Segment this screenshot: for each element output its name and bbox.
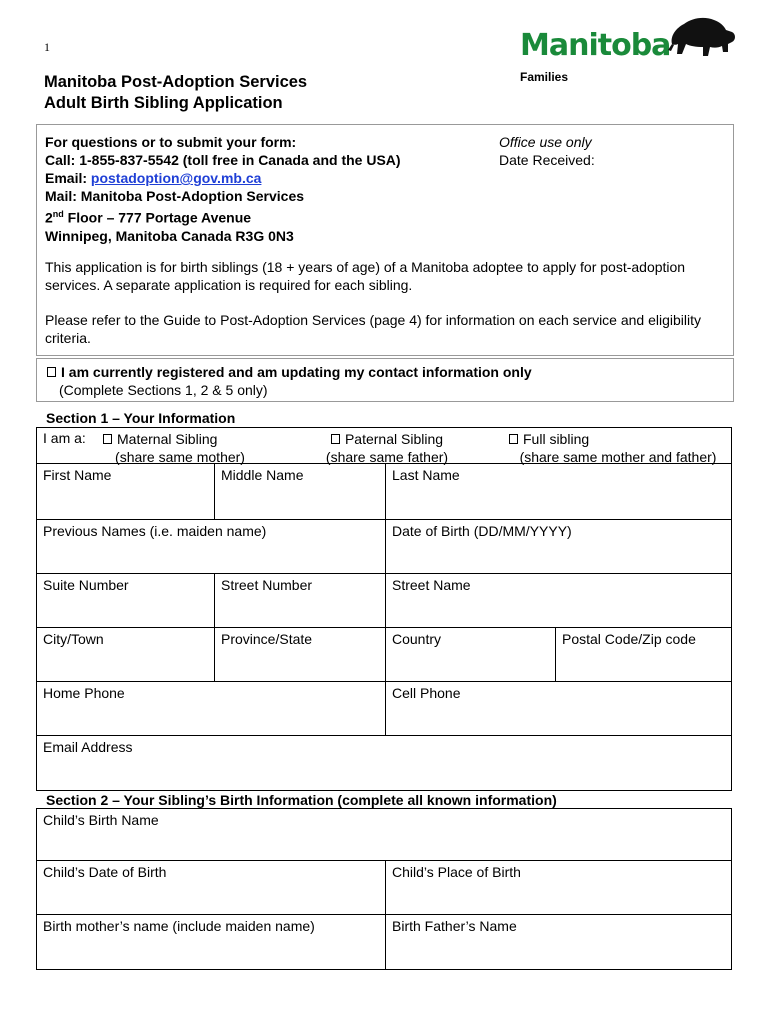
cell-phone-field[interactable] [386,682,731,736]
office-use-label: Office use only [499,134,592,150]
street-name-label: Street Name [392,577,471,593]
full-note: (share same mother and father) [519,449,717,465]
suite-number-field[interactable] [37,574,215,628]
contact-info-box [36,124,734,356]
paternal-option [307,430,467,466]
logo-wordmark: Manitoba [520,28,671,63]
section-1-heading: Section 1 – Your Information [46,410,236,426]
street-name-field[interactable] [386,574,731,628]
guide-paragraph: Please refer to the Guide to Post-Adoption Services (page 4) for information on each service and eligibility criteria. [45,312,702,346]
first-name-field[interactable] [37,464,215,520]
full-option [505,430,731,466]
previous-names-field[interactable] [37,520,386,574]
postal-code-field[interactable] [556,628,731,682]
postal-code-label: Postal Code/Zip code [562,631,696,647]
maternal-note: (share same mother) [115,449,245,465]
logo-department: Families [520,70,569,84]
street-number-field[interactable] [215,574,386,628]
middle-name-field[interactable] [215,464,386,520]
registered-checkbox[interactable] [47,367,56,377]
contact-email-line [45,169,401,187]
street-number-label: Street Number [221,577,313,593]
floor-address: Floor – 777 Portage Avenue [63,209,252,226]
suite-number-label: Suite Number [43,577,129,593]
section-1-table [36,427,732,791]
dob-label: Date of Birth (DD/MM/YYYY) [392,523,572,539]
city-field[interactable] [37,628,215,682]
bison-icon [668,14,738,60]
page-title [44,72,307,114]
paternal-label: Paternal Sibling [344,431,444,447]
sibling-type-row [37,428,731,464]
child-birth-name-label: Child’s Birth Name [43,812,159,828]
registered-update-box [36,358,734,402]
contact-city: Winnipeg, Manitoba Canada R3G 0N3 [45,227,294,244]
paternal-checkbox[interactable] [331,434,340,444]
child-dob-label: Child’s Date of Birth [43,864,167,880]
page-number: 1 [44,40,50,54]
email-link[interactable]: postadoption@gov.mb.ca [90,170,262,186]
title-line-2: Adult Birth Sibling Application [44,94,283,112]
registered-label: I am currently registered and am updating my contact information only [61,364,532,380]
birth-father-field[interactable] [386,915,731,969]
contact-mail: Mail: Manitoba Post-Adoption Services [45,188,305,204]
title-line-1: Manitoba Post-Adoption Services [44,73,308,91]
middle-name-label: Middle Name [221,467,304,483]
child-place-field[interactable] [386,861,731,915]
contact-intro: For questions or to submit your form: [45,134,297,150]
contact-block [45,133,401,245]
email-address-label: Email Address [43,739,133,755]
birth-mother-field[interactable] [37,915,386,969]
province-field[interactable] [215,628,386,682]
previous-names-label: Previous Names (i.e. maiden name) [43,523,267,539]
maternal-checkbox[interactable] [103,434,112,444]
first-name-label: First Name [43,467,112,483]
dob-field[interactable] [386,520,731,574]
date-received-label: Date Received: [499,152,595,168]
maternal-label: Maternal Sibling [117,431,218,447]
email-label: Email: [45,170,91,186]
child-birth-name-field[interactable] [37,809,731,861]
paternal-note: (share same father) [325,449,449,465]
city-label: City/Town [43,631,104,647]
home-phone-label: Home Phone [43,685,125,701]
iam-label: I am a: [43,430,86,446]
birth-mother-label: Birth mother’s name (include maiden name) [43,918,315,934]
contact-floor [45,205,401,227]
floor-suffix: nd [52,209,64,219]
intro-paragraph: This application is for birth siblings (18 + years of age) of a Manitoba adoptee to apply for post-adoption services. A separate application is required for each sibling. [45,259,686,293]
cell-phone-label: Cell Phone [392,685,461,701]
full-label: Full sibling [523,431,590,447]
country-label: Country [392,631,442,647]
birth-father-label: Birth Father’s Name [392,918,517,934]
floor-number: 2 [45,209,53,226]
country-field[interactable] [386,628,556,682]
full-checkbox[interactable] [509,434,518,444]
last-name-label: Last Name [392,467,460,483]
child-place-label: Child’s Place of Birth [392,864,521,880]
child-dob-field[interactable] [37,861,386,915]
section-2-table [36,808,732,970]
registered-option [47,364,532,380]
last-name-field[interactable] [386,464,731,520]
registered-note: (Complete Sections 1, 2 & 5 only) [59,382,268,398]
office-use-block [499,133,595,169]
email-field[interactable] [37,736,731,790]
manitoba-logo [520,14,740,84]
section-2-heading: Section 2 – Your Sibling’s Birth Information (complete all known information) [46,792,557,808]
province-label: Province/State [221,631,313,647]
contact-call: Call: 1-855-837-5542 (toll free in Canada and the USA) [45,152,401,168]
home-phone-field[interactable] [37,682,386,736]
maternal-option [95,430,265,466]
